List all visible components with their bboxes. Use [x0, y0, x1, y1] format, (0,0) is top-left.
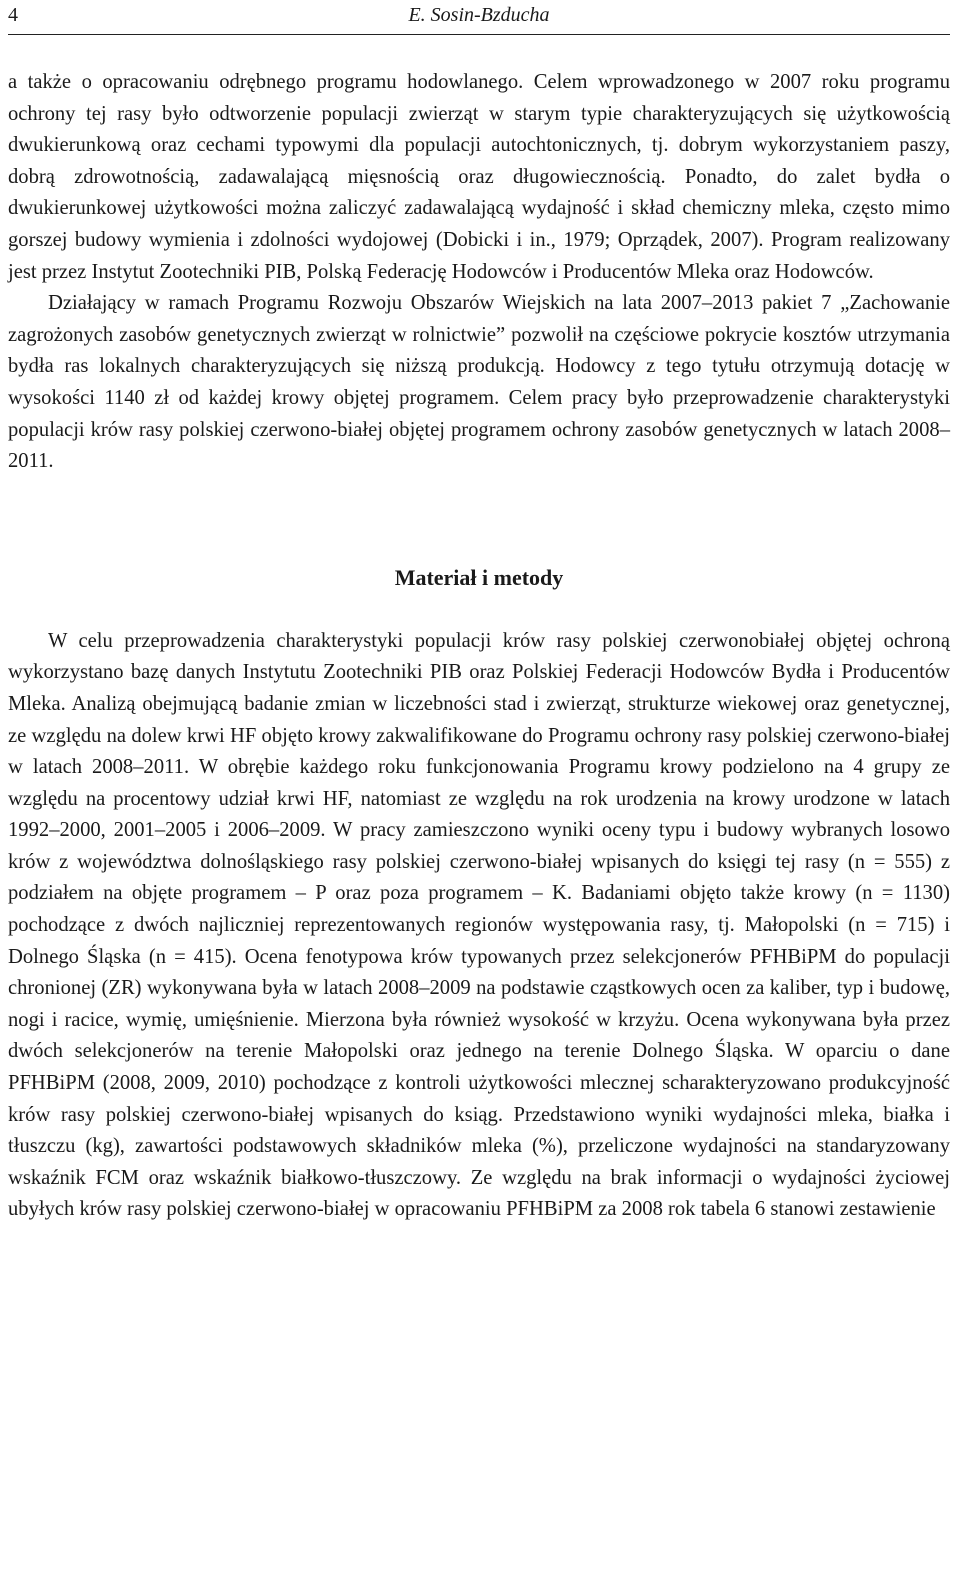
- intro-paragraph-1: a także o opracowaniu odrębnego programu hodowlanego. Celem wprowadzonego w 2007 roku programu ochrony tej rasy było odtworzenie populacji zwierząt w starym typie charakteryzujących się użytkowością dwukierunkową oraz cechami typowymi dla populacji autochtonicznych, tj. dobrym wykorzystaniem paszy, dobrą zdrowotnością, zadawalającą mięsnością oraz długowiecznością. Ponadto, do zalet bydła o dwukierunkowej użytkowości można zaliczyć zadawalającą wydajność i skład chemiczny mleka, często mimo gorszej budowy wymienia i zdolności wydojowej (Dobicki i in., 1979; Oprządek, 2007). Program realizowany jest przez Instytut Zootechniki PIB, Polską Federację Hodowców i Producentów Mleka oraz Hodowców.: [8, 71, 950, 283]
- running-head-author: E. Sosin-Bzducha: [408, 4, 550, 26]
- methods-section: [8, 626, 950, 1226]
- section-heading-methods: Materiał i metody: [394, 564, 564, 590]
- running-header: [8, 0, 950, 35]
- intro-section: [8, 67, 950, 478]
- methods-paragraph-1: W celu przeprowadzenia charakterystyki populacji krów rasy polskiej czerwonobiałej objętej ochroną wykorzystano bazę danych Instytutu Zootechniki PIB oraz Polskiej Federacji Hodowców Bydła i Producentów Mleka. Analizą obejmującą badanie zmian w liczebności stad i zwierząt, strukturze wiekowej oraz genetycznej, ze względu na dolew krwi HF objęto krowy zakwalifikowane do Programu ochrony rasy polskiej czerwono-białej w latach 2008–2011. W obrębie każdego roku funkcjonowania Programu krowy podzielono na 4 grupy ze względu na procentowy udział krwi HF, natomiast ze względu na rok urodzenia na krowy urodzone w latach 1992–2000, 2001–2005 i 2006–2009. W pracy zamieszczono wyniki oceny typu i budowy wybranych losowo krów z województwa dolnośląskiego rasy polskiej czerwono-białej wpisanych do księgi tej rasy (n = 555) z podziałem na objęte programem – P oraz poza programem – K. Badaniami objęto także krowy (n = 1130) pochodzące z dwóch najliczniej reprezentowanych regionów występowania rasy, tj. Małopolski (n = 715) i Dolnego Śląska (n = 415). Ocena fenotypowa krów typowanych przez selekcjonerów PFHBiPM do populacji chronionej (ZR) wykonywana była w latach 2008–2009 na podstawie cząstkowych ocen za kaliber, typ i budowę, nogi i racice, wymię, umięśnienie. Mierzona była również wysokość w krzyżu. Ocena wykonywana była przez dwóch selekcjonerów na terenie Małopolski oraz jednego na terenie Dolnego Śląska. W oparciu o dane PFHBiPM (2008, 2009, 2010) pochodzące z kontroli użytkowości mlecznej scharakteryzowano produkcyjność krów rasy polskiej czerwono-białej wpisanych do ksiąg. Przedstawiono wyniki wydajności mleka, białka i tłuszczu (kg), zawartości podstawowych składników mleka (%), przeliczone wydajności na standaryzowany wskaźnik FCM oraz wskaźnik białkowo-tłuszczowy. Ze względu na brak informacji o wydajności życiowej ubyłych krów rasy polskiej czerwono-białej w opracowaniu PFHBiPM za 2008 rok tabela 6 stanowi zestawienie: [8, 629, 950, 1221]
- page-number: 4: [8, 4, 18, 26]
- intro-paragraph-2: Działający w ramach Programu Rozwoju Obszarów Wiejskich na lata 2007–2013 pakiet 7 „Zachowanie zagrożonych zasobów genetycznych zwierząt w rolnictwie” pozwolił na częściowe pokrycie kosztów utrzymania bydła ras lokalnych charakteryzujących się niższą produkcją. Hodowcy z tego tytułu otrzymują dotację w wysokości 1140 zł od każdej krowy objętej programem. Celem pracy było przeprowadzenie charakterystyki populacji krów rasy polskiej czerwono-białej objętej programem ochrony zasobów genetycznych w latach 2008–2011.: [8, 292, 950, 473]
